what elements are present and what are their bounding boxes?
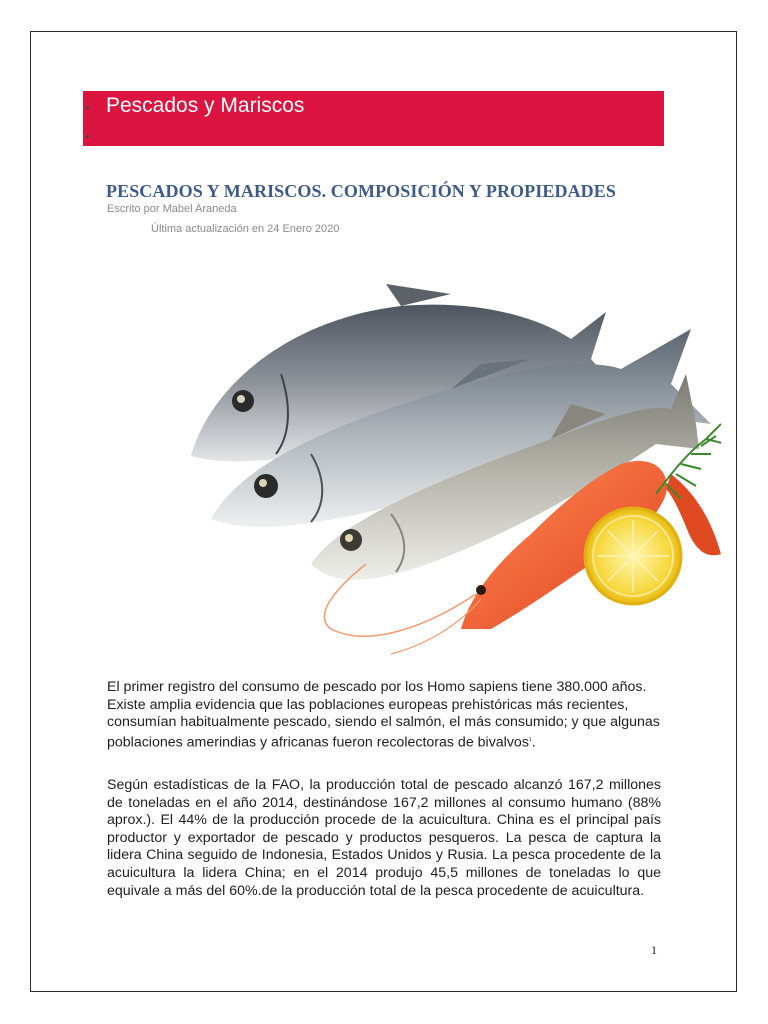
fish-and-shrimp-photo (151, 264, 721, 659)
banner-title: Pescados y Mariscos (106, 94, 305, 117)
page-number: 1 (651, 943, 657, 957)
article-updated-date: Última actualización en 24 Enero 2020 (151, 223, 340, 235)
paragraph-history (107, 679, 667, 752)
section-banner (83, 91, 664, 146)
bullet-dot (86, 135, 89, 138)
article-title: PESCADOS Y MARISCOS. COMPOSICIÓN Y PROPIEDADES (106, 181, 616, 201)
paragraph-history-text: El primer registro del consumo de pescado por los Homo sapiens tiene 380.000 años. Existe amplia evidencia que las poblaciones europeas prehistóricas más recientes, consumían habitualmente pescado, siendo el salmón, el más consumido; y que algunas poblaciones amerindias y africanas fueron recolectoras de bivalvos (107, 679, 660, 751)
footnote-ref[interactable]: 1 (528, 736, 532, 743)
paragraph-history-end: . (531, 734, 536, 751)
lemon-slice (585, 508, 681, 604)
article-author: Escrito por Mabel Araneda (107, 203, 237, 215)
document-page (30, 31, 737, 992)
paragraph-fao-statistics: Según estadísticas de la FAO, la producción total de pescado alcanzó 167,2 millones de toneladas en el año 2014, destinándose 167,2 millones al consumo humano (88% aprox.). El 44% de la producción procede de la acuicultura. China es el principal país productor y exportador de pescado y productos pesqueros. La pesca de captura la lidera China seguido de Indonesia, Estados Unidos y Rusia. La pesca procedente de la acuicultura la lidera China; en el 2014 produjo 45,5 millones de toneladas lo que equivale a más del 60%.de la producción total de la pesca procedente de acuicultura. (107, 777, 661, 899)
bullet-dot (86, 106, 89, 109)
